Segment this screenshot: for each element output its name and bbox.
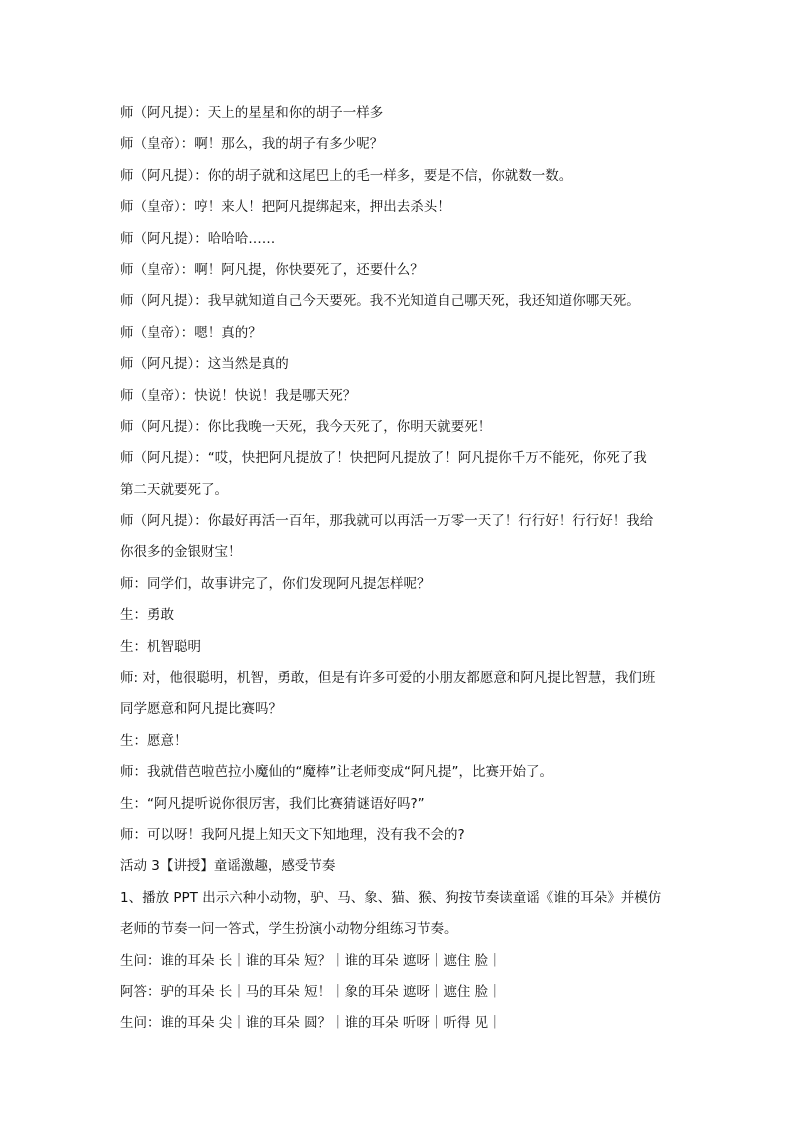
text-line: 你很多的金银财宝！ <box>120 544 242 561</box>
text-line: 1、播放 PPT 出示六种小动物，驴、马、象、猫、猴、狗按节奏读童谣《谁的耳朵》并模仿 <box>120 889 662 906</box>
text-line: 生问：谁的耳朵 长｜谁的耳朵 短？｜谁的耳朵 遮呀｜遮住 脸｜ <box>120 952 502 969</box>
text-line: 师（皇帝）：啊！阿凡提，你快要死了，还要什么？ <box>120 261 424 278</box>
text-line: 老师的节奏一问一答式，学生扮演小动物分组练习节奏。 <box>120 921 458 938</box>
text-line: 生：勇敢 <box>120 607 174 624</box>
text-line: 师（皇帝）：啊！那么，我的胡子有多少呢？ <box>120 136 384 153</box>
text-line: 师（阿凡提）：你最好再活一百年，那我就可以再活一万零一天了！行行好！行行好！我给 <box>120 513 654 530</box>
text-line: 师（阿凡提）：这当然是真的 <box>120 356 289 373</box>
text-line: 生：愿意！ <box>120 732 188 749</box>
text-line: 生：机智聪明 <box>120 638 201 655</box>
text-line: 师（阿凡提）：你的胡子就和这尾巴上的毛一样多，要是不信，你就数一数。 <box>120 167 573 184</box>
text-line: 阿答：驴的耳朵 长｜马的耳朵 短！｜象的耳朵 遮呀｜遮住 脸｜ <box>120 983 502 1000</box>
text-line: 师（皇帝）：快说！快说！我是哪天死？ <box>120 387 357 404</box>
text-line: 师（阿凡提）：哈哈哈…… <box>120 230 276 247</box>
text-line: 第二天就要死了。 <box>120 481 228 498</box>
text-line: 生：“阿凡提听说你很厉害，我们比赛猜谜语好吗?” <box>120 795 425 812</box>
text-line: 师（皇帝）：哼！来人！把阿凡提绑起来，押出去杀头！ <box>120 199 451 216</box>
text-line: 生问：谁的耳朵 尖｜谁的耳朵 圆？｜谁的耳朵 听呀｜听得 见｜ <box>120 1015 502 1032</box>
text-line: 师（阿凡提）：你比我晚一天死，我今天死了，你明天就要死！ <box>120 418 492 435</box>
text-line: 师（阿凡提）：天上的星星和你的胡子一样多 <box>120 105 384 121</box>
text-line: 师（阿凡提）：我早就知道自己今天要死。我不光知道自己哪天死，我还知道你哪天死。 <box>120 293 640 310</box>
text-line: 师（阿凡提）：“哎，快把阿凡提放了！快把阿凡提放了！阿凡提你千万不能死，你死了我 <box>120 450 647 467</box>
section-heading: 活动 3【讲授】童谣激趣，感受节奏 <box>120 858 336 875</box>
text-line: 师：我就借芭啦芭拉小魔仙的“魔棒”让老师变成“阿凡提”，比赛开始了。 <box>120 764 553 781</box>
text-line: 同学愿意和阿凡提比赛吗？ <box>120 701 282 718</box>
text-line: 师: 对，他很聪明，机智，勇敢，但是有许多可爱的小朋友都愿意和阿凡提比智慧，我们班 <box>120 670 656 687</box>
text-line: 师（皇帝）：嗯！真的？ <box>120 324 262 341</box>
text-line: 师：同学们，故事讲完了，你们发现阿凡提怎样呢？ <box>120 575 431 592</box>
document-body <box>120 98 680 1040</box>
text-line: 师：可以呀！我阿凡提上知天文下知地理，没有我不会的? <box>120 826 465 843</box>
